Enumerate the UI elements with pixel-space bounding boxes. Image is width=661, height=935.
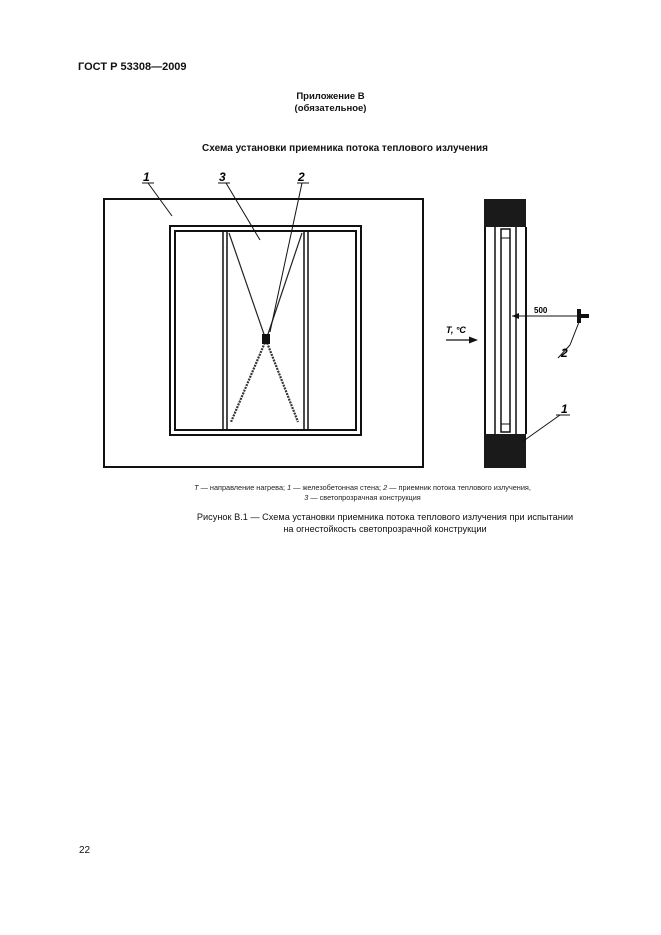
figure-caption <box>100 511 661 535</box>
appendix-title: Приложение В <box>296 91 365 102</box>
legend-num-1: 1 <box>287 483 292 492</box>
window-inner-frame <box>175 231 356 430</box>
legend-desc-1: — железобетонная стена; <box>291 483 384 492</box>
legend-desc-2: — приемник потока теплового излучения, <box>387 483 531 492</box>
dimension-label: 500 <box>534 306 548 315</box>
heating-label: T, °C <box>446 325 466 335</box>
receiver-side <box>579 314 589 318</box>
label-wall-side: 1 <box>561 402 568 416</box>
window-outer-frame <box>170 226 361 435</box>
legend-num-3: 3 <box>304 493 309 502</box>
label-glazing: 3 <box>219 170 226 184</box>
label-receiver: 2 <box>298 170 305 184</box>
scheme-title: Схема установки приемника потока теплового излучения <box>202 143 488 154</box>
diagonal-line <box>231 340 266 422</box>
label-receiver-side: 2 <box>561 346 568 360</box>
diagonal-line <box>266 340 298 422</box>
legend-num-2: 2 <box>383 483 388 492</box>
legend-desc-t: — направление нагрева; <box>198 483 288 492</box>
figure-legend <box>100 483 625 503</box>
glazing-section <box>501 229 510 432</box>
leader-line <box>570 322 579 345</box>
legend-desc-3: — светопрозрачная конструкция <box>308 493 421 502</box>
receiver-front <box>262 334 270 344</box>
diagonal-line <box>229 233 266 340</box>
appendix-status: (обязательное) <box>294 103 367 114</box>
leader-line <box>270 183 302 332</box>
caption-line-2: на огнестойкость светопрозрачной конструкции <box>283 524 487 534</box>
legend-line-1 <box>100 483 625 493</box>
leader-line <box>522 415 560 442</box>
label-wall: 1 <box>143 170 150 184</box>
page-number: 22 <box>79 845 91 856</box>
caption-line-1: Рисунок В.1 — Схема установки приемника потока теплового излучения при испытании <box>196 512 574 522</box>
wall-section-top <box>484 199 526 227</box>
document-header: ГОСТ Р 53308—2009 <box>78 61 187 73</box>
heating-arrow-head <box>469 337 478 344</box>
legend-line-2 <box>100 493 625 503</box>
wall-section-bottom <box>484 434 526 468</box>
legend-symbol-t: T <box>194 483 199 492</box>
